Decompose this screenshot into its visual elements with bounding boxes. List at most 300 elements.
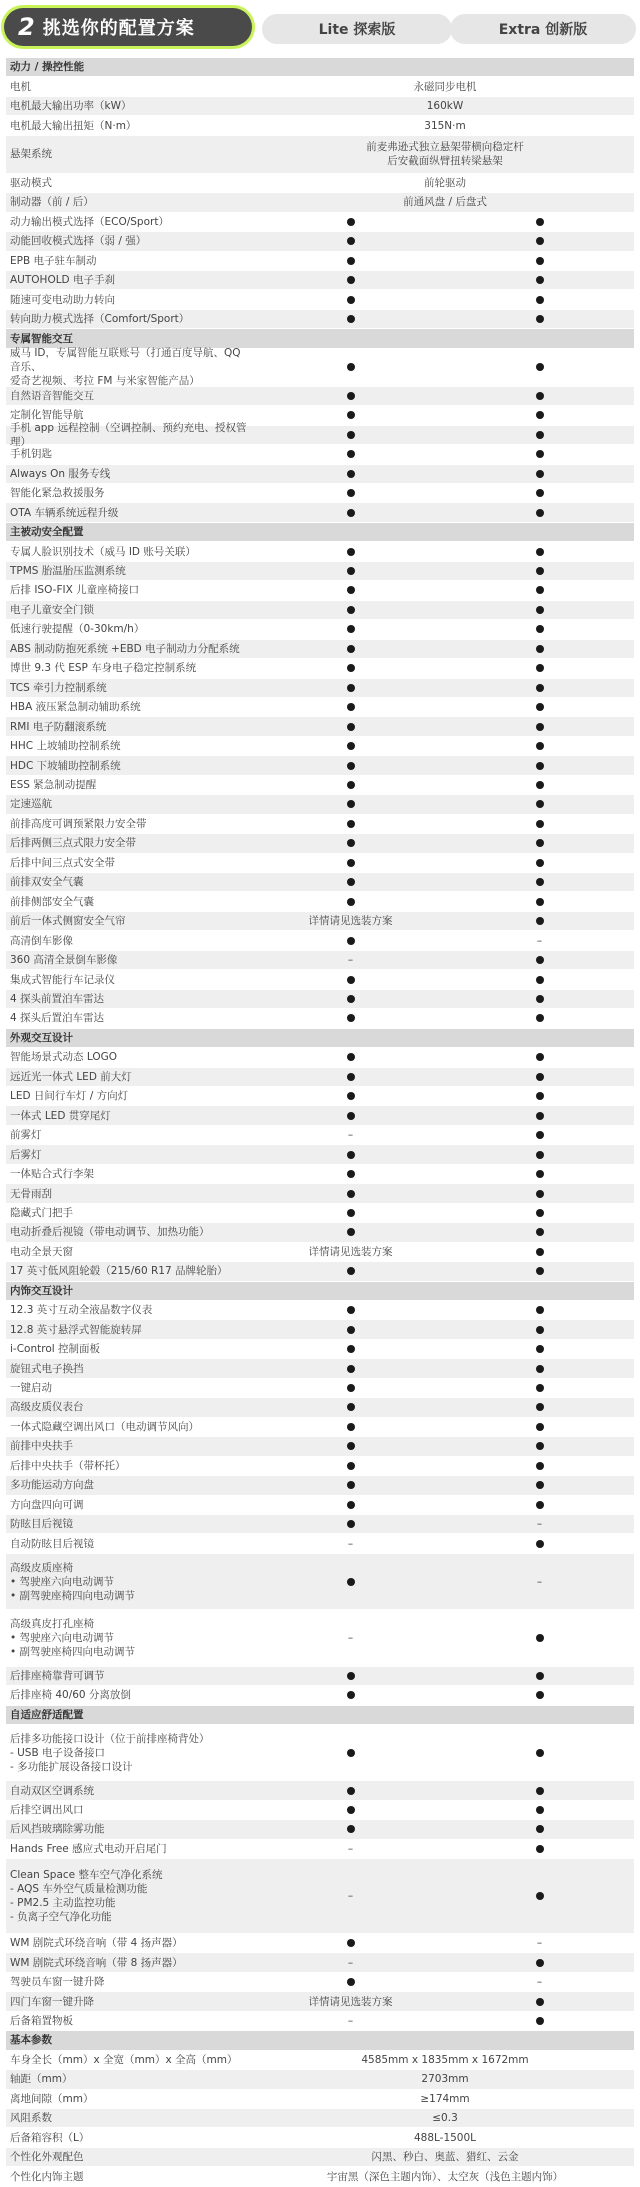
included-dot-icon — [347, 1092, 355, 1100]
spec-label-line: 集成式智能行车记录仪 — [10, 973, 115, 986]
spec-value-line: 160kW — [426, 100, 464, 113]
lite-value — [256, 1934, 445, 1952]
spec-row — [6, 421, 634, 448]
extra-value — [445, 931, 634, 949]
extra-value — [445, 1243, 634, 1261]
spec-row — [6, 1204, 634, 1223]
included-dot-icon — [536, 859, 544, 867]
spec-label — [6, 620, 256, 638]
extra-value — [445, 406, 634, 424]
spec-label-line: AUTOHOLD 电子手刹 — [10, 274, 115, 287]
spec-label-line: 旋钮式电子换挡 — [10, 1362, 84, 1375]
spec-row — [6, 737, 634, 756]
included-dot-icon — [347, 411, 355, 419]
included-dot-icon — [347, 1170, 355, 1178]
included-dot-icon — [347, 878, 355, 886]
included-dot-icon — [536, 878, 544, 886]
included-dot-icon — [347, 1787, 355, 1795]
included-dot-icon — [536, 820, 544, 828]
extra-value — [445, 1398, 634, 1416]
lite-value — [256, 484, 445, 502]
included-dot-icon — [536, 1540, 544, 1548]
spec-label-line: - 负离子空气净化功能 — [10, 1911, 112, 1924]
included-dot-icon — [536, 257, 544, 265]
spec-row — [6, 2167, 634, 2186]
lite-value — [256, 562, 445, 580]
spec-label-line: 4 探头后置泊车雷达 — [10, 1012, 105, 1025]
included-dot-icon — [536, 1073, 544, 1081]
extra-value — [445, 795, 634, 813]
spec-row — [6, 1301, 634, 1320]
extra-value — [445, 1840, 634, 1858]
spec-label — [6, 2128, 256, 2146]
not-available-dash: – — [347, 1537, 354, 1550]
extra-value — [445, 1515, 634, 1533]
spec-label-line: Clean Space 整车空气净化系统 — [10, 1869, 163, 1882]
included-dot-icon — [536, 1267, 544, 1275]
spec-row — [6, 1840, 634, 1859]
included-dot-icon — [536, 450, 544, 458]
spec-label-line: LED 日间行车灯 / 方向灯 — [10, 1090, 129, 1103]
included-dot-icon — [536, 684, 544, 692]
extra-value — [445, 834, 634, 852]
included-dot-icon — [347, 567, 355, 575]
spec-row — [6, 990, 634, 1009]
included-dot-icon — [347, 839, 355, 847]
spec-label-line: 后备箱置物板 — [10, 2014, 73, 2027]
spec-row — [6, 795, 634, 814]
spec-value-line: 永磁同步电机 — [413, 80, 477, 93]
spec-row — [6, 542, 634, 561]
spec-value-line: 宇宙黑（深色主题内饰）、太空灰（浅色主题内饰） — [326, 2170, 564, 2183]
extra-value — [445, 1184, 634, 1202]
included-dot-icon — [536, 956, 544, 964]
spec-row — [6, 1126, 634, 1145]
spec-label-line: • 副驾驶座椅四向电动调节 — [10, 1645, 136, 1658]
included-dot-icon — [347, 1326, 355, 1334]
included-dot-icon — [347, 859, 355, 867]
spec-row — [6, 1610, 634, 1666]
extra-value — [445, 542, 634, 560]
extra-value — [445, 912, 634, 930]
spec-label-line: • 副驾驶座椅四向电动调节 — [10, 1589, 136, 1602]
spec-label — [6, 252, 256, 270]
lite-value — [256, 1204, 445, 1222]
included-dot-icon — [536, 664, 544, 672]
spec-label — [6, 271, 256, 289]
spec-label-line: 定速巡航 — [10, 798, 52, 811]
spec-label-line: 高级皮质仪表台 — [10, 1401, 84, 1414]
spec-label-line: ABS 制动防抱死系统 +EBD 电子制动力分配系统 — [10, 642, 240, 655]
included-dot-icon — [536, 509, 544, 517]
extra-value — [445, 1165, 634, 1183]
extra-value — [445, 1418, 634, 1436]
spec-label — [6, 1165, 256, 1183]
spec-label-line: 12.8 英寸悬浮式智能旋转屏 — [10, 1323, 142, 1336]
extra-value — [445, 1496, 634, 1514]
lite-value — [256, 1973, 445, 1991]
extra-value — [445, 951, 634, 969]
extra-value — [445, 717, 634, 735]
extra-value — [445, 815, 634, 833]
spec-label — [6, 640, 256, 658]
extra-value — [445, 1223, 634, 1241]
spec-value-shared — [256, 2070, 634, 2088]
lite-value — [256, 290, 445, 308]
spec-row — [6, 290, 634, 309]
spec-row — [6, 1243, 634, 1262]
not-available-dash: – — [536, 1575, 543, 1588]
spec-label — [6, 776, 256, 794]
spec-label — [6, 1223, 256, 1241]
included-dot-icon — [536, 1634, 544, 1642]
extra-value — [445, 1379, 634, 1397]
spec-label-line: 一键启动 — [10, 1382, 52, 1395]
section-header-row — [6, 1282, 634, 1301]
lite-value — [256, 659, 445, 677]
spec-label — [6, 795, 256, 813]
not-available-dash: – — [536, 1518, 543, 1531]
included-dot-icon — [536, 898, 544, 906]
spec-row — [6, 1165, 634, 1184]
spec-row — [6, 97, 634, 116]
extra-value — [445, 1048, 634, 1066]
spec-label-line: • 驾驶座六向电动调节 — [10, 1575, 115, 1588]
included-dot-icon — [536, 703, 544, 711]
spec-value-shared — [256, 174, 634, 192]
section-header-label: 内饰交互设计 — [10, 1284, 73, 1297]
spec-row — [6, 659, 634, 678]
spec-row — [6, 1859, 634, 1934]
spec-row — [6, 1262, 634, 1281]
spec-label-line: 前排高度可调预紧限力安全带 — [10, 817, 147, 830]
spec-label-line: 定制化智能导航 — [10, 409, 84, 422]
spec-label-line: 制动器（前 / 后） — [10, 196, 94, 209]
lite-value — [256, 581, 445, 599]
lite-value — [256, 310, 445, 328]
spec-label — [6, 1781, 256, 1799]
spec-label — [6, 1087, 256, 1105]
lite-value — [256, 1534, 445, 1552]
included-dot-icon — [347, 586, 355, 594]
lite-value — [256, 1106, 445, 1124]
spec-value-shared — [256, 2148, 634, 2166]
extra-value — [445, 1204, 634, 1222]
lite-value — [256, 970, 445, 988]
spec-row — [6, 2012, 634, 2031]
included-dot-icon — [347, 392, 355, 400]
included-dot-icon — [536, 800, 544, 808]
spec-label-line: i-Control 控制面板 — [10, 1343, 100, 1356]
lite-value — [256, 1184, 445, 1202]
included-dot-icon — [536, 839, 544, 847]
spec-row — [6, 640, 634, 659]
spec-value-shared — [256, 2109, 634, 2127]
spec-label-line: HHC 上坡辅助控制系统 — [10, 740, 121, 753]
not-available-dash: – — [347, 1631, 354, 1644]
included-dot-icon — [347, 1672, 355, 1680]
spec-label — [6, 465, 256, 483]
spec-label — [6, 136, 256, 173]
spec-label-line: 风阻系数 — [10, 2112, 52, 2125]
spec-label-line: ESS 紧急制动提醒 — [10, 778, 97, 791]
spec-label — [6, 834, 256, 852]
spec-row — [6, 581, 634, 600]
lite-value — [256, 1781, 445, 1799]
not-available-dash: – — [347, 1129, 354, 1142]
spec-label-line: 电动全景天窗 — [10, 1245, 73, 1258]
included-dot-icon — [536, 606, 544, 614]
spec-row — [6, 1106, 634, 1125]
extra-value — [445, 1068, 634, 1086]
included-dot-icon — [536, 1384, 544, 1392]
not-available-dash: – — [347, 1842, 354, 1855]
included-dot-icon — [536, 1423, 544, 1431]
included-dot-icon — [536, 1749, 544, 1757]
included-dot-icon — [347, 800, 355, 808]
included-dot-icon — [536, 645, 544, 653]
included-dot-icon — [347, 703, 355, 711]
included-dot-icon — [347, 1228, 355, 1236]
included-dot-icon — [347, 1749, 355, 1757]
lite-value — [256, 349, 445, 386]
included-dot-icon — [347, 937, 355, 945]
included-dot-icon — [536, 1053, 544, 1061]
spec-label-line: 后排空调出风口 — [10, 1804, 84, 1816]
spec-label — [6, 1359, 256, 1377]
spec-row — [6, 1418, 634, 1437]
lite-value — [256, 1953, 445, 1971]
spec-label — [6, 2090, 256, 2108]
lite-value — [256, 387, 445, 405]
included-dot-icon — [536, 1501, 544, 1509]
spec-label — [6, 349, 256, 386]
spec-row — [6, 1359, 634, 1378]
spec-label — [6, 1106, 256, 1124]
spec-label-line: 手机钥匙 — [10, 448, 52, 461]
spec-row — [6, 1725, 634, 1781]
included-dot-icon — [347, 1442, 355, 1450]
spec-label-line: 前雾灯 — [10, 1129, 42, 1142]
lite-value — [256, 503, 445, 521]
spec-label — [6, 290, 256, 308]
lite-value — [256, 640, 445, 658]
spec-label — [6, 1610, 256, 1665]
included-dot-icon — [347, 509, 355, 517]
included-dot-icon — [347, 257, 355, 265]
extra-value — [445, 1554, 634, 1609]
spec-label-line: 后风挡玻璃除雾功能 — [10, 1823, 105, 1836]
extra-value — [445, 2012, 634, 2030]
spec-label — [6, 1262, 256, 1280]
extra-value — [445, 1934, 634, 1952]
extra-value — [445, 271, 634, 289]
lite-value — [256, 620, 445, 638]
included-dot-icon — [536, 1326, 544, 1334]
not-available-dash: – — [347, 1890, 354, 1903]
not-available-dash: – — [536, 1937, 543, 1950]
included-dot-icon — [536, 431, 544, 439]
section-title — [4, 8, 252, 46]
extra-value — [445, 1953, 634, 1971]
included-dot-icon — [536, 218, 544, 226]
spec-row — [6, 2148, 634, 2167]
spec-value-shared — [256, 116, 634, 134]
included-dot-icon — [536, 315, 544, 323]
spec-row — [6, 2070, 634, 2089]
included-dot-icon — [347, 820, 355, 828]
spec-row — [6, 2109, 634, 2128]
spec-label-line: 博世 9.3 代 ESP 车身电子稳定控制系统 — [10, 662, 197, 675]
spec-label — [6, 1496, 256, 1514]
extra-value — [445, 601, 634, 619]
extra-value — [445, 640, 634, 658]
spec-row — [6, 1820, 634, 1839]
included-dot-icon — [536, 781, 544, 789]
spec-row — [6, 2051, 634, 2070]
included-dot-icon — [536, 411, 544, 419]
spec-label-line: 前排中央扶手 — [10, 1440, 73, 1453]
not-available-dash: – — [347, 1956, 354, 1969]
spec-label-line: 12.3 英寸互动全液晶数字仪表 — [10, 1304, 153, 1317]
included-dot-icon — [536, 1209, 544, 1217]
spec-row — [6, 271, 634, 290]
spec-row — [6, 1554, 634, 1610]
spec-label-line: 防眩目后视镜 — [10, 1518, 73, 1531]
spec-row — [6, 601, 634, 620]
included-dot-icon — [536, 586, 544, 594]
spec-label — [6, 2109, 256, 2127]
included-dot-icon — [536, 1672, 544, 1680]
spec-label — [6, 1476, 256, 1494]
spec-row — [6, 1801, 634, 1820]
spec-row — [6, 252, 634, 271]
spec-label-line: 4 探头前置泊车雷达 — [10, 992, 105, 1005]
spec-label — [6, 679, 256, 697]
included-dot-icon — [347, 1073, 355, 1081]
spec-value-shared — [256, 193, 634, 211]
lite-value — [256, 1009, 445, 1027]
spec-label-line: 隐藏式门把手 — [10, 1206, 73, 1219]
spec-row — [6, 445, 634, 464]
spec-row — [6, 1667, 634, 1686]
included-dot-icon — [536, 1092, 544, 1100]
spec-label-line: 一体式 LED 贯穿尾灯 — [10, 1109, 111, 1122]
spec-row — [6, 1534, 634, 1553]
section-title-text: 挑选你的配置方案 — [42, 18, 195, 39]
lite-value — [256, 1554, 445, 1609]
lite-value — [256, 213, 445, 231]
included-dot-icon — [347, 296, 355, 304]
lite-value — [256, 232, 445, 250]
lite-value — [256, 1359, 445, 1377]
lite-value — [256, 1262, 445, 1280]
spec-row — [6, 892, 634, 911]
spec-label — [6, 931, 256, 949]
spec-row — [6, 1223, 634, 1242]
spec-row — [6, 349, 634, 387]
included-dot-icon — [347, 1691, 355, 1699]
spec-label-line: - USB 电子设备接口 — [10, 1746, 106, 1759]
included-dot-icon — [536, 1228, 544, 1236]
spec-label-line: 前排侧部安全气囊 — [10, 895, 94, 908]
spec-label-line: 随速可变电动助力转向 — [10, 293, 115, 306]
included-dot-icon — [536, 1462, 544, 1470]
extra-value — [445, 1087, 634, 1105]
spec-label — [6, 873, 256, 891]
lite-value — [256, 892, 445, 910]
spec-value-shared — [256, 2128, 634, 2146]
spec-row — [6, 1009, 634, 1028]
spec-row — [6, 970, 634, 989]
spec-label — [6, 1801, 256, 1819]
included-dot-icon — [347, 363, 355, 371]
extra-value — [445, 1145, 634, 1163]
extra-value — [445, 1320, 634, 1338]
lite-value — [256, 854, 445, 872]
extra-value — [445, 737, 634, 755]
included-dot-icon — [536, 1825, 544, 1833]
column-header-lite: Lite 探索版 — [262, 14, 452, 44]
included-dot-icon — [536, 1170, 544, 1178]
included-dot-icon — [347, 1306, 355, 1314]
spec-label — [6, 659, 256, 677]
spec-row — [6, 1320, 634, 1339]
spec-label — [6, 503, 256, 521]
spec-label — [6, 1515, 256, 1533]
included-dot-icon — [536, 976, 544, 984]
included-dot-icon — [536, 296, 544, 304]
spec-value-shared — [256, 2167, 634, 2185]
section-header-label: 主被动安全配置 — [10, 526, 84, 539]
spec-row — [6, 387, 634, 406]
spec-label — [6, 2012, 256, 2030]
spec-label-line: 驱动模式 — [10, 176, 52, 189]
lite-value — [256, 1243, 445, 1261]
cell-text: 详情请见选装方案 — [308, 1245, 393, 1258]
spec-row — [6, 1686, 634, 1705]
included-dot-icon — [347, 237, 355, 245]
lite-value — [256, 1301, 445, 1319]
spec-label — [6, 1126, 256, 1144]
included-dot-icon — [347, 1209, 355, 1217]
included-dot-icon — [347, 548, 355, 556]
spec-label-line: 四门车窗一键升降 — [10, 1995, 94, 2008]
extra-value — [445, 1534, 634, 1552]
extra-value — [445, 698, 634, 716]
spec-value-line: 488L-1500L — [413, 2131, 477, 2144]
spec-label-line: 自然语音智能交互 — [10, 389, 94, 402]
lite-value — [256, 426, 445, 444]
section-header-label: 自适应舒适配置 — [10, 1708, 84, 1721]
spec-label-line: HBA 液压紧急制动辅助系统 — [10, 701, 141, 714]
lite-value — [256, 406, 445, 424]
not-available-dash: – — [536, 1976, 543, 1989]
spec-row — [6, 2128, 634, 2147]
spec-row — [6, 232, 634, 251]
included-dot-icon — [536, 1691, 544, 1699]
spec-label — [6, 421, 256, 448]
extra-value — [445, 873, 634, 891]
extra-value — [445, 756, 634, 774]
included-dot-icon — [536, 489, 544, 497]
included-dot-icon — [347, 450, 355, 458]
included-dot-icon — [347, 995, 355, 1003]
spec-row — [6, 1184, 634, 1203]
lite-value — [256, 1437, 445, 1455]
extra-value — [445, 213, 634, 231]
included-dot-icon — [536, 1306, 544, 1314]
